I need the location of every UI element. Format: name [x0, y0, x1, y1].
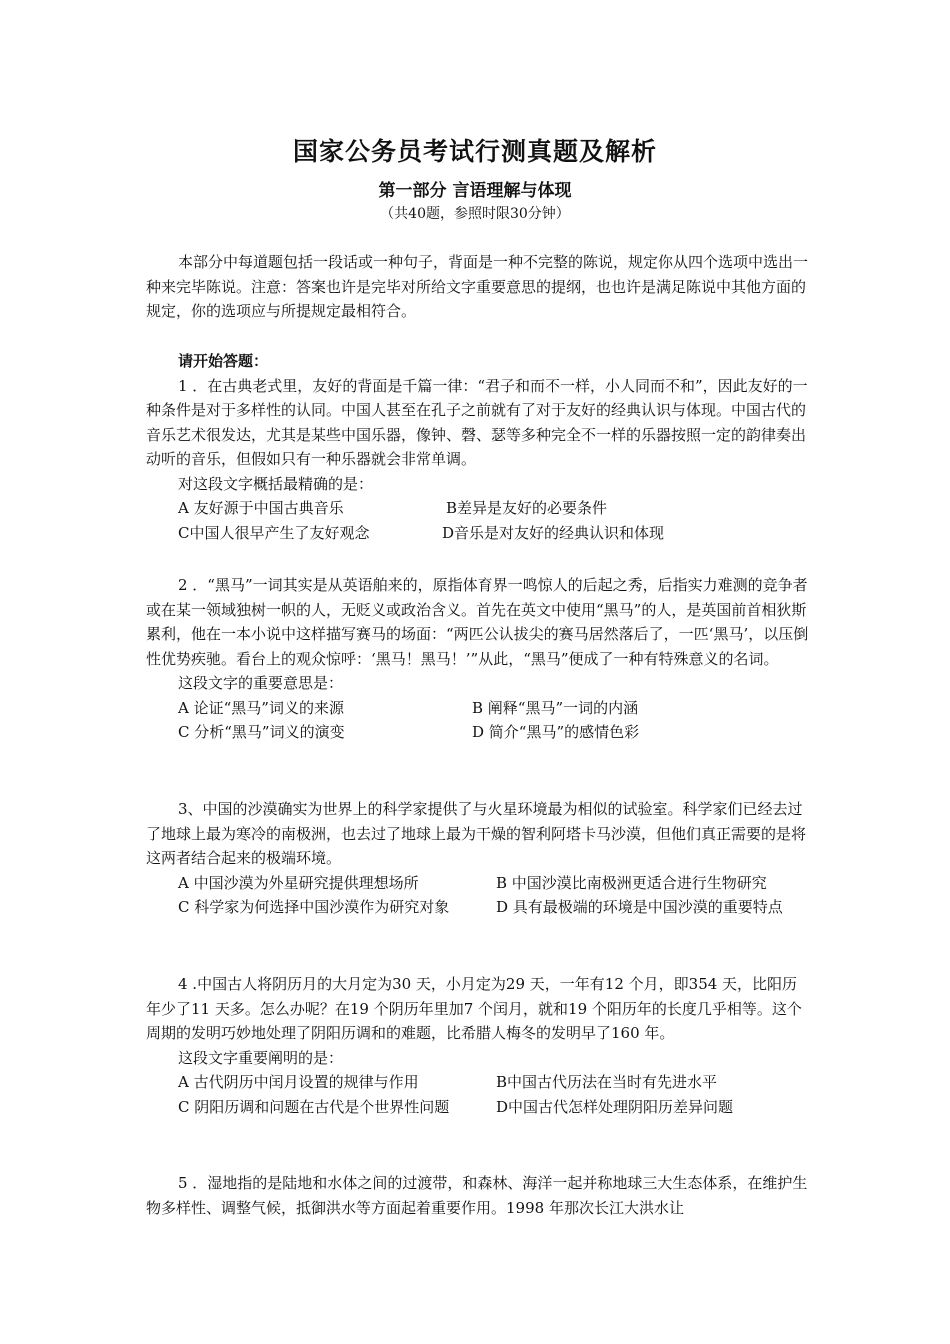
instructions	[146, 250, 810, 324]
option-row	[146, 895, 810, 920]
option-d: D中国古代怎样处理阴阳历差异问题	[496, 1097, 734, 1116]
question-4	[146, 972, 810, 1119]
option-d: D 具有最极端的环境是中国沙漠的重要特点	[496, 898, 783, 916]
option-d: D 简介“黑马”的感情色彩	[472, 723, 640, 741]
option-row	[146, 696, 810, 721]
question-2	[146, 573, 810, 745]
question-5	[146, 1171, 810, 1220]
option-b: B 阐释“黑马”一词的内涵	[472, 698, 639, 717]
option-b: B中国古代历法在当时有先进水平	[496, 1073, 718, 1091]
option-row	[146, 871, 810, 896]
question-prompt: 对这段文字概括最精确的是：	[178, 474, 374, 493]
question-text: 5 ．湿地指的是陆地和水体之间的过渡带，和森林、海洋一起并称地球三大生态体系，在维护生物多样性、调整气候，抵御洪水等方面起着重要作用。1998 年那次长江大洪水让	[146, 1174, 808, 1217]
option-a: A 中国沙漠为外星研究提供理想场所	[178, 873, 419, 892]
option-c: C 科学家为何选择中国沙漠作为研究对象	[178, 898, 450, 916]
option-a: A 友好源于中国古典音乐	[178, 499, 344, 517]
section-heading: 第一部分 言语理解与体现	[378, 181, 572, 201]
option-c: C中国人很早产生了友好观念	[178, 523, 370, 542]
question-text: 3、中国的沙漠确实为世界上的科学家提供了与火星环境最为相似的试验室。科学家们已经去过了地球上最为寒冷的南极洲，也去过了地球上最为干燥的智利阿塔卡马沙漠，但他们真正需要的是将这两者结合起来的极端环境。	[146, 800, 807, 867]
question-1	[146, 349, 810, 545]
option-row	[146, 720, 810, 745]
option-c: C 阴阳历调和问题在古代是个世界性问题	[178, 1097, 450, 1116]
question-text: 4 .中国古人将阴历月的大月定为30 天，小月定为29 天，一年有12 个月，即354 天，比阳历年少了11 天多。怎么办呢？在19 个阴历年里加7 个闰月，就和19 个阳历年的长度几乎相等。这个周期的发明巧妙地处理了阴阳历调和的难题，比希腊人梅冬的发明早了160 年。	[146, 975, 802, 1042]
option-row	[146, 1095, 810, 1120]
question-text: 2 ．“黑马”一词其实是从英语舶来的，原指体育界一鸣惊人的后起之秀，后指实力难测的竞争者或在某一领域独树一帜的人，无贬义或政治含义。首先在英文中使用“黑马”的人，是英国前首相狄斯累利，他在一本小说中这样描写赛马的场面：“两匹公认拔尖的赛马居然落后了，一匹‘黑马’，以压倒性优势疾驰。看台上的观众惊呼：‘黑马！黑马！’”从此，“黑马”便成了一种有特殊意义的名词。	[146, 576, 809, 668]
option-row	[146, 1070, 810, 1095]
question-prompt: 这段文字重要阐明的是：	[178, 1048, 344, 1067]
option-row	[146, 496, 810, 521]
option-a: A 古代阴历中闰月设置的规律与作用	[178, 1073, 419, 1091]
section-note: （共40题，参照时限30分钟）	[380, 206, 570, 222]
question-3	[146, 797, 810, 920]
question-prompt: 这段文字的重要意思是：	[178, 674, 344, 692]
option-b: B 中国沙漠比南极洲更适合进行生物研究	[496, 873, 767, 892]
option-a: A 论证“黑马”词义的来源	[178, 698, 344, 717]
option-row	[146, 521, 810, 546]
start-label: 请开始答题：	[178, 352, 269, 370]
question-text: 1 ．在古典老式里，友好的背面是千篇一律：“君子和而不一样，小人同而不和”，因此友好的一种条件是对于多样性的认同。中国人甚至在孔子之前就有了对于友好的经典认识与体现。中国古代的音乐艺术很发达，尤其是某些中国乐器，像钟、磬、瑟等多种完全不一样的乐器按照一定的韵律奏出动听的音乐，但假如只有一种乐器就会非常单调。	[146, 376, 808, 468]
option-b: B差异是友好的必要条件	[446, 499, 608, 517]
intro-paragraph: 本部分中每道题包括一段话或一种句子，背面是一种不完整的陈说，规定你从四个选项中选出一种来完毕陈说。注意：答案也许是完毕对所给文字重要意思的提纲，也也许是满足陈说中其他方面的规定，你的选项应与所提规定最相符合。	[146, 253, 809, 320]
document-title: 国家公务员考试行测真题及解析	[292, 137, 657, 166]
option-c: C 分析“黑马”词义的演变	[178, 723, 345, 741]
option-d: D音乐是对友好的经典认识和体现	[442, 523, 665, 542]
